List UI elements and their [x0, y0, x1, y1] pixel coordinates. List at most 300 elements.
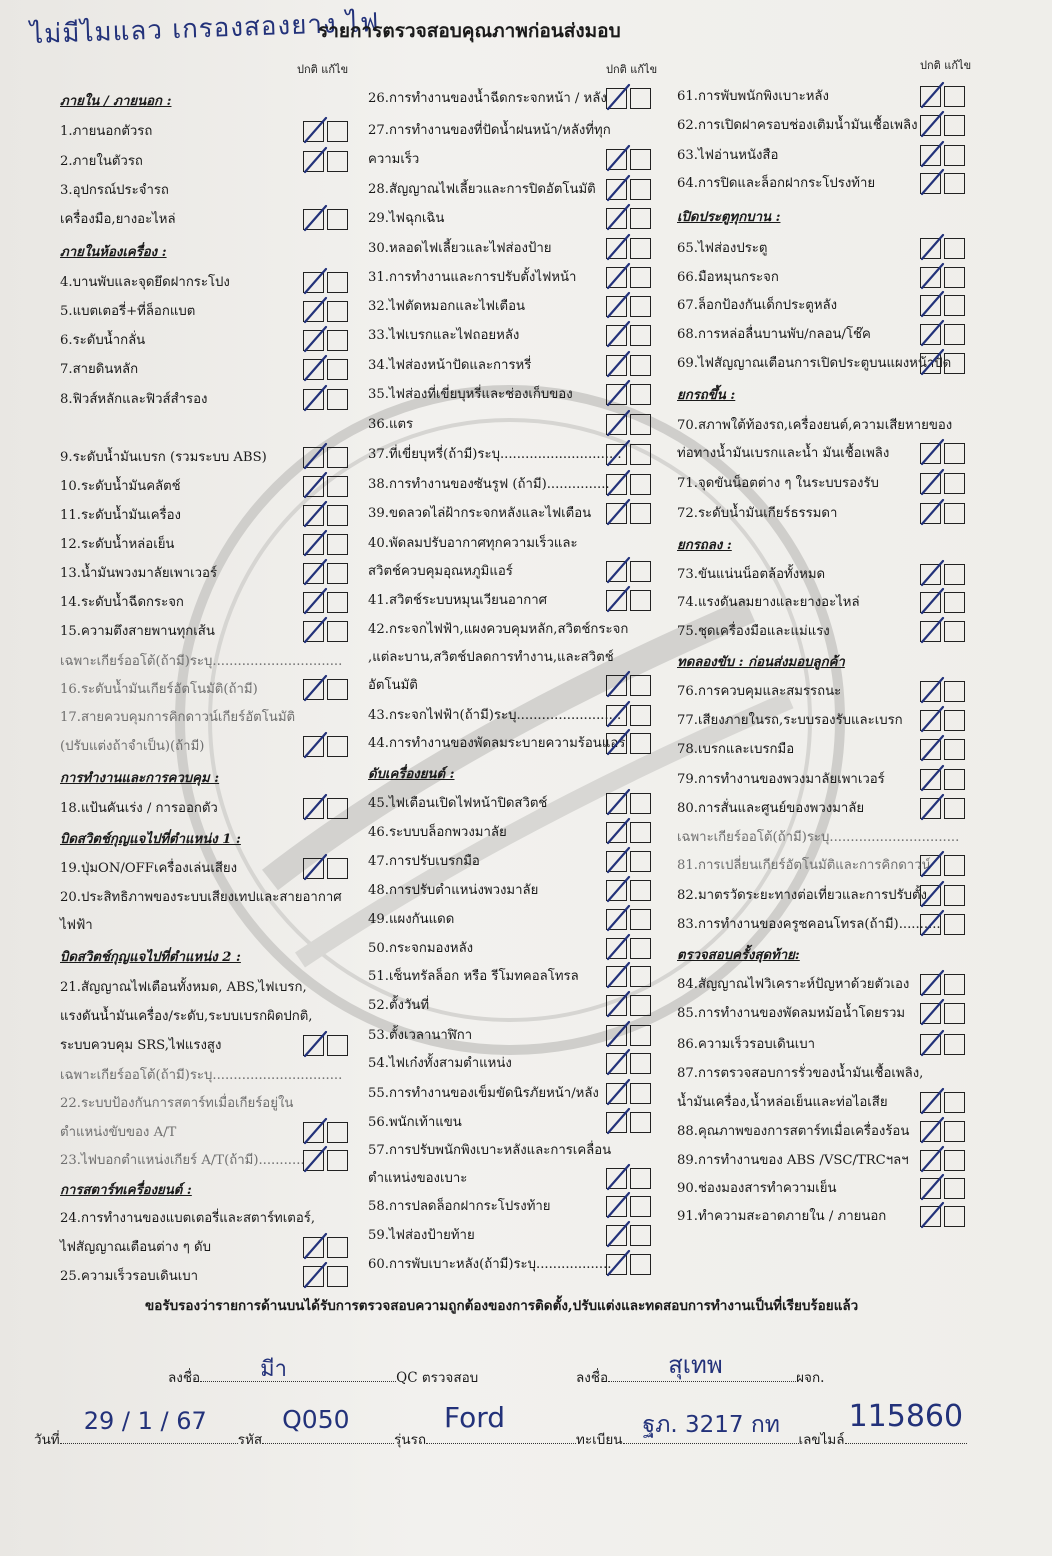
- pen-checkmark-icon: [604, 203, 632, 233]
- pen-checkmark-icon: [604, 1191, 632, 1221]
- normal-checkbox[interactable]: [606, 822, 627, 843]
- fix-checkbox[interactable]: [327, 534, 348, 555]
- fix-checkbox[interactable]: [944, 621, 965, 642]
- pen-checkmark-icon: [301, 296, 329, 326]
- normal-checkbox[interactable]: [303, 858, 324, 879]
- pen-checkmark-icon: [918, 1173, 946, 1203]
- fix-checkbox[interactable]: [944, 1092, 965, 1113]
- checklist-item-label: 18.แป้นคันเร่ง / การออกตัว: [60, 801, 218, 816]
- checklist-item-label: 64.การปิดและล็อกฝากระโปรงท้าย: [677, 176, 876, 191]
- normal-checkbox[interactable]: [920, 1092, 941, 1113]
- fix-checkbox[interactable]: [944, 115, 965, 136]
- pen-checkmark-icon: [604, 83, 632, 113]
- normal-checkbox[interactable]: [920, 855, 941, 876]
- checklist-item-label: 20.ประสิทธิภาพของระบบเสียงเทปและสายอากาศ: [60, 890, 342, 905]
- normal-checkbox[interactable]: [606, 880, 627, 901]
- checklist-item-label: 58.การปลดล็อกฝากระโปรงท้าย: [368, 1199, 551, 1214]
- fix-checkbox[interactable]: [630, 995, 651, 1016]
- checklist-item-label: 34.ไฟส่องหน้าปัดและการหรี่: [368, 358, 532, 373]
- normal-checkbox[interactable]: [920, 769, 941, 790]
- fix-checkbox[interactable]: [327, 1035, 348, 1056]
- checklist-item-label: 45.ไฟเตือนเปิดไฟหน้าปิดสวิตช์: [368, 796, 548, 811]
- normal-checkbox[interactable]: [920, 295, 941, 316]
- fix-checkbox[interactable]: [630, 444, 651, 465]
- fix-header: แก้ไข: [630, 63, 658, 76]
- pen-checkmark-icon: [918, 1029, 946, 1059]
- normal-checkbox[interactable]: [920, 353, 941, 374]
- checklist-item-label: 1.ภายนอกตัวรถ: [60, 124, 153, 139]
- fix-checkbox[interactable]: [630, 938, 651, 959]
- normal-checkbox[interactable]: [606, 325, 627, 346]
- pen-checkmark-icon: [918, 850, 946, 880]
- pen-checkmark-icon: [918, 793, 946, 823]
- checklist-item-label: 36.แตร: [368, 417, 414, 432]
- pen-checkmark-icon: [301, 731, 329, 761]
- fix-checkbox[interactable]: [630, 414, 651, 435]
- normal-checkbox[interactable]: [920, 86, 941, 107]
- pen-checkmark-icon: [604, 144, 632, 174]
- handwritten-header-note: ไม่มีไมแลว เกรองสองยาง ไฟ: [29, 7, 380, 51]
- normal-checkbox[interactable]: [303, 447, 324, 468]
- fix-checkbox[interactable]: [327, 151, 348, 172]
- fix-checkbox[interactable]: [630, 822, 651, 843]
- pen-checkmark-icon: [604, 585, 632, 615]
- vehicle-details-row: [34, 1399, 967, 1450]
- pen-checkmark-icon: [918, 587, 946, 617]
- normal-checkbox[interactable]: [920, 173, 941, 194]
- model-label: รุ่นรถ: [394, 1432, 427, 1448]
- normal-checkbox[interactable]: [606, 1025, 627, 1046]
- pen-checkmark-icon: [301, 471, 329, 501]
- fix-checkbox[interactable]: [327, 121, 348, 142]
- pen-checkmark-icon: [604, 1048, 632, 1078]
- fix-checkbox[interactable]: [944, 86, 965, 107]
- fix-checkbox[interactable]: [630, 325, 651, 346]
- normal-checkbox[interactable]: [303, 505, 324, 526]
- checklist-item-label: 16.ระดับน้ำมันเกียร์อัตโนมัติ(ถ้ามี): [60, 682, 258, 697]
- checklist-item-label: 55.การทำงานของเข็มขัดนิรภัยหน้า/หลัง: [368, 1086, 599, 1101]
- checklist-item-label: ความเร็ว: [368, 152, 420, 167]
- checklist-item-label: 51.เซ็นทรัลล็อก หรือ รีโมทคอลโทรล: [368, 969, 579, 984]
- normal-checkbox[interactable]: [920, 267, 941, 288]
- fix-checkbox[interactable]: [944, 564, 965, 585]
- fix-checkbox[interactable]: [944, 974, 965, 995]
- checklist-item-label: อัตโนมัติ: [368, 678, 418, 693]
- checklist-item-label: 75.ชุดเครื่องมือและแม่แรง: [677, 624, 830, 639]
- checklist-item-label: เครื่องมือ,ยางอะไหล่: [60, 212, 176, 227]
- fix-checkbox[interactable]: [327, 301, 348, 322]
- fix-checkbox[interactable]: [944, 145, 965, 166]
- normal-checkbox[interactable]: [606, 561, 627, 582]
- checklist-item-label: 32.ไฟตัดหมอกและไฟเตือน: [368, 299, 526, 314]
- normal-checkbox[interactable]: [606, 909, 627, 930]
- pen-checkmark-icon: [604, 350, 632, 380]
- fix-checkbox[interactable]: [944, 353, 965, 374]
- normal-checkbox[interactable]: [920, 798, 941, 819]
- checklist-item-label: 91.ทำความสะอาดภายใน / ภายนอก: [677, 1209, 887, 1224]
- fix-checkbox[interactable]: [944, 324, 965, 345]
- pen-checkmark-icon: [604, 1249, 632, 1279]
- fix-checkbox[interactable]: [327, 621, 348, 642]
- normal-checkbox[interactable]: [920, 1034, 941, 1055]
- normal-checkbox[interactable]: [920, 1150, 941, 1171]
- fix-checkbox[interactable]: [630, 208, 651, 229]
- checklist-item-label: 30.หลอดไฟเลี้ยวและไฟส่องป้าย: [368, 241, 552, 256]
- checklist-item-label: 19.ปุ่มON/OFFเครื่องเล่นเสียง: [60, 861, 238, 876]
- fix-checkbox[interactable]: [327, 1150, 348, 1171]
- section-heading: ภายใน / ภายนอก :: [60, 94, 172, 109]
- fix-checkbox[interactable]: [630, 590, 651, 611]
- pen-checkmark-icon: [604, 1020, 632, 1050]
- fix-checkbox[interactable]: [630, 296, 651, 317]
- normal-checkbox[interactable]: [303, 1035, 324, 1056]
- normal-checkbox[interactable]: [606, 995, 627, 1016]
- pen-checkmark-icon: [301, 204, 329, 234]
- fix-checkbox[interactable]: [630, 88, 651, 109]
- fix-checkbox[interactable]: [630, 966, 651, 987]
- fix-checkbox[interactable]: [327, 272, 348, 293]
- pen-checkmark-icon: [918, 168, 946, 198]
- checklist-item-label: 21.สัญญาณไฟเตือนทั้งหมด, ABS,ไฟเบรก,: [60, 980, 307, 995]
- pen-checkmark-icon: [301, 853, 329, 883]
- pen-checkmark-icon: [301, 442, 329, 472]
- normal-checkbox[interactable]: [606, 1225, 627, 1246]
- section-heading: ยกรถลง :: [677, 538, 732, 553]
- pen-checkmark-icon: [301, 674, 329, 704]
- normal-checkbox[interactable]: [920, 238, 941, 259]
- normal-checkbox[interactable]: [606, 503, 627, 524]
- fix-checkbox[interactable]: [944, 267, 965, 288]
- fix-checkbox[interactable]: [944, 681, 965, 702]
- checklist-item-label: แรงดันน้ำมันเครื่อง/ระดับ,ระบบเบรกผิดปกติ,: [60, 1009, 313, 1024]
- fix-checkbox[interactable]: [327, 1266, 348, 1287]
- fix-checkbox[interactable]: [327, 359, 348, 380]
- pen-checkmark-icon: [918, 880, 946, 910]
- section-heading: การทำงานและการควบคุม :: [60, 771, 220, 786]
- pen-checkmark-icon: [604, 904, 632, 934]
- section-heading: ทดลองขับ : ก่อนส่งมอบลูกค้า: [677, 655, 845, 670]
- checklist-item-label: ตำแหน่งของเบาะ: [368, 1171, 468, 1186]
- pen-checkmark-icon: [604, 320, 632, 350]
- fix-checkbox[interactable]: [630, 1083, 651, 1104]
- normal-checkbox[interactable]: [303, 330, 324, 351]
- normal-checkbox[interactable]: [303, 272, 324, 293]
- fix-checkbox[interactable]: [944, 238, 965, 259]
- code-label: รหัส: [237, 1432, 263, 1448]
- section-heading: ดับเครื่องยนต์ :: [368, 767, 455, 782]
- checklist-item-label: 39.ขดลวดไล่ฝ้ากระจกหลังและไฟเตือน: [368, 506, 592, 521]
- normal-checkbox[interactable]: [920, 885, 941, 906]
- normal-checkbox[interactable]: [303, 1122, 324, 1143]
- normal-checkbox[interactable]: [920, 503, 941, 524]
- normal-checkbox[interactable]: [303, 151, 324, 172]
- fix-checkbox[interactable]: [630, 561, 651, 582]
- checklist-item-label: 33.ไฟเบรกและไฟถอยหลัง: [368, 328, 520, 343]
- checklist-item-label: 61.การพับพนักพิงเบาะหลัง: [677, 89, 829, 104]
- normal-checkbox[interactable]: [920, 710, 941, 731]
- fix-checkbox[interactable]: [327, 858, 348, 879]
- pen-checkmark-icon: [918, 998, 946, 1028]
- normal-checkbox[interactable]: [606, 1196, 627, 1217]
- checklist-item-label: 69.ไฟสัญญาณเตือนการเปิดประตูบนแผงหน้าปัด: [677, 356, 952, 371]
- mileage-label: เลขไมล์: [798, 1432, 845, 1448]
- checklist-item-label: 71.จุดขันน็อตต่าง ๆ ในระบบรองรับ: [677, 476, 879, 491]
- normal-checkbox[interactable]: [920, 473, 941, 494]
- normal-checkbox[interactable]: [920, 115, 941, 136]
- fix-checkbox[interactable]: [630, 503, 651, 524]
- fix-checkbox[interactable]: [630, 705, 651, 726]
- checklist-item-label: 63.ไฟอ่านหนังสือ: [677, 148, 779, 163]
- checklist-item-label: 14.ระดับน้ำฉีดกระจก: [60, 595, 184, 610]
- normal-checkbox[interactable]: [303, 121, 324, 142]
- pen-checkmark-icon: [918, 140, 946, 170]
- checklist-item-label: 52.ตั้งวันที่: [368, 998, 430, 1013]
- fix-checkbox[interactable]: [630, 1112, 651, 1133]
- normal-checkbox[interactable]: [920, 1003, 941, 1024]
- fix-checkbox[interactable]: [630, 1196, 651, 1217]
- fix-checkbox[interactable]: [327, 389, 348, 410]
- normal-checkbox[interactable]: [920, 1206, 941, 1227]
- section-heading: เปิดประตูทุกบาน :: [677, 210, 781, 225]
- fix-checkbox[interactable]: [630, 793, 651, 814]
- normal-checkbox[interactable]: [606, 355, 627, 376]
- fix-checkbox[interactable]: [630, 1053, 651, 1074]
- normal-checkbox[interactable]: [303, 736, 324, 757]
- normal-checkbox[interactable]: [920, 145, 941, 166]
- checklist-item-label: 79.การทำงานของพวงมาลัยเพาเวอร์: [677, 772, 885, 787]
- fix-checkbox[interactable]: [327, 505, 348, 526]
- checklist-item-label: 17.สายควบคุมการคิกดาวน์เกียร์อัตโนมัติ: [60, 710, 296, 725]
- normal-checkbox[interactable]: [303, 476, 324, 497]
- fix-checkbox[interactable]: [944, 885, 965, 906]
- fix-checkbox[interactable]: [944, 855, 965, 876]
- normal-checkbox[interactable]: [920, 974, 941, 995]
- fix-checkbox[interactable]: [630, 1225, 651, 1246]
- checklist-item-label: 47.การปรับเบรกมือ: [368, 854, 480, 869]
- checklist-item-label: 43.กระจกไฟฟ้า(ถ้ามี)ระบุ.........................: [368, 708, 622, 723]
- fix-checkbox[interactable]: [630, 909, 651, 930]
- normal-checkbox[interactable]: [303, 209, 324, 230]
- normal-checkbox[interactable]: [606, 238, 627, 259]
- normal-checkbox[interactable]: [606, 179, 627, 200]
- normal-checkbox[interactable]: [303, 592, 324, 613]
- checklist-item-label: 4.บานพับและจุดยึดฝากระโปง: [60, 275, 230, 290]
- fix-checkbox[interactable]: [630, 238, 651, 259]
- normal-checkbox[interactable]: [303, 534, 324, 555]
- fix-checkbox[interactable]: [630, 179, 651, 200]
- pen-checkmark-icon: [301, 1145, 329, 1175]
- fix-checkbox[interactable]: [327, 209, 348, 230]
- normal-checkbox[interactable]: [920, 914, 941, 935]
- normal-checkbox[interactable]: [920, 1178, 941, 1199]
- qc-label: QC ตรวจสอบ: [396, 1370, 479, 1386]
- normal-checkbox[interactable]: [303, 621, 324, 642]
- normal-checkbox[interactable]: [606, 1254, 627, 1275]
- normal-checkbox[interactable]: [920, 564, 941, 585]
- normal-checkbox[interactable]: [303, 1150, 324, 1171]
- normal-checkbox[interactable]: [606, 733, 627, 754]
- fix-checkbox[interactable]: [327, 476, 348, 497]
- fix-checkbox[interactable]: [327, 330, 348, 351]
- fix-checkbox[interactable]: [630, 267, 651, 288]
- pen-checkmark-icon: [604, 961, 632, 991]
- normal-checkbox[interactable]: [606, 444, 627, 465]
- normal-checkbox[interactable]: [606, 208, 627, 229]
- fix-checkbox[interactable]: [944, 173, 965, 194]
- fix-checkbox[interactable]: [630, 880, 651, 901]
- fix-checkbox[interactable]: [327, 1122, 348, 1143]
- column-header-2: [606, 60, 657, 78]
- checklist-item-label: 66.มือหมุนกระจก: [677, 270, 779, 285]
- normal-checkbox[interactable]: [303, 1237, 324, 1258]
- checklist-item-label: 78.เบรกและเบรกมือ: [677, 742, 795, 757]
- normal-checkbox[interactable]: [303, 359, 324, 380]
- normal-checkbox[interactable]: [303, 301, 324, 322]
- manager-signature: สุเทพ: [668, 1351, 723, 1379]
- fix-checkbox[interactable]: [327, 592, 348, 613]
- normal-checkbox[interactable]: [606, 267, 627, 288]
- fix-checkbox[interactable]: [630, 1025, 651, 1046]
- normal-checkbox[interactable]: [303, 1266, 324, 1287]
- fix-checkbox[interactable]: [944, 1034, 965, 1055]
- date-label: วันที่: [34, 1432, 60, 1448]
- checklist-item-label: เฉพาะเกียร์ออโต้(ถ้ามี)ระบุ...............................: [60, 654, 343, 669]
- normal-checkbox[interactable]: [606, 414, 627, 435]
- fix-checkbox[interactable]: [944, 443, 965, 464]
- fix-checkbox[interactable]: [630, 474, 651, 495]
- normal-checkbox[interactable]: [920, 324, 941, 345]
- pen-checkmark-icon: [604, 846, 632, 876]
- fix-checkbox[interactable]: [327, 447, 348, 468]
- fix-checkbox[interactable]: [327, 736, 348, 757]
- checklist-item-label: 60.การพับเบาะหลัง(ถ้ามี)ระบุ..................: [368, 1257, 612, 1272]
- checklist-item-label: 41.สวิตช์ระบบหมุนเวียนอากาศ: [368, 593, 547, 608]
- normal-checkbox[interactable]: [606, 793, 627, 814]
- normal-checkbox[interactable]: [606, 296, 627, 317]
- normal-checkbox[interactable]: [606, 384, 627, 405]
- fix-checkbox[interactable]: [944, 473, 965, 494]
- normal-checkbox[interactable]: [606, 851, 627, 872]
- checklist-item-label: 38.การทำงานของซันรูฟ (ถ้ามี)...............: [368, 477, 610, 492]
- normal-checkbox[interactable]: [606, 88, 627, 109]
- checklist-item-label: 29.ไฟฉุกเฉิน: [368, 211, 445, 226]
- fix-checkbox[interactable]: [944, 710, 965, 731]
- fix-checkbox[interactable]: [327, 798, 348, 819]
- normal-checkbox[interactable]: [606, 1112, 627, 1133]
- fix-checkbox[interactable]: [944, 1206, 965, 1227]
- fix-checkbox[interactable]: [944, 1003, 965, 1024]
- pen-checkmark-icon: [918, 559, 946, 589]
- fix-checkbox[interactable]: [944, 503, 965, 524]
- normal-checkbox[interactable]: [606, 590, 627, 611]
- checklist-item-label: 50.กระจกมองหลัง: [368, 941, 474, 956]
- fix-checkbox[interactable]: [944, 739, 965, 760]
- normal-checkbox[interactable]: [303, 563, 324, 584]
- fix-checkbox[interactable]: [944, 914, 965, 935]
- checklist-item-label: 74.แรงดันลมยางและยางอะไหล่: [677, 595, 860, 610]
- fix-checkbox[interactable]: [327, 1237, 348, 1258]
- fix-checkbox[interactable]: [327, 563, 348, 584]
- checklist-item-label: 11.ระดับน้ำมันเครื่อง: [60, 508, 181, 523]
- normal-checkbox[interactable]: [606, 675, 627, 696]
- checklist-item-label: 87.การตรวจสอบการรั่วของน้ำมันเชื้อเพลิง,: [677, 1066, 924, 1081]
- fix-checkbox[interactable]: [630, 1168, 651, 1189]
- normal-checkbox[interactable]: [606, 1168, 627, 1189]
- normal-checkbox[interactable]: [920, 739, 941, 760]
- normal-checkbox[interactable]: [606, 938, 627, 959]
- checklist-item-label: 26.การทำงานของน้ำฉีดกระจกหน้า / หลัง: [368, 91, 607, 106]
- fix-checkbox[interactable]: [630, 355, 651, 376]
- normal-checkbox[interactable]: [920, 592, 941, 613]
- pen-checkmark-icon: [604, 875, 632, 905]
- fix-checkbox[interactable]: [630, 1254, 651, 1275]
- pen-checkmark-icon: [604, 817, 632, 847]
- fix-checkbox[interactable]: [630, 851, 651, 872]
- fix-checkbox[interactable]: [944, 295, 965, 316]
- checklist-item-label: 48.การปรับตำแหน่งพวงมาลัย: [368, 883, 539, 898]
- normal-checkbox[interactable]: [303, 798, 324, 819]
- normal-checkbox[interactable]: [606, 705, 627, 726]
- normal-checkbox[interactable]: [920, 443, 941, 464]
- checklist-item-label: 56.พนักเท้าแขน: [368, 1115, 462, 1130]
- pen-checkmark-icon: [604, 233, 632, 263]
- fix-checkbox[interactable]: [630, 149, 651, 170]
- fix-checkbox[interactable]: [944, 769, 965, 790]
- pen-checkmark-icon: [604, 498, 632, 528]
- normal-checkbox[interactable]: [920, 1121, 941, 1142]
- fix-checkbox[interactable]: [944, 592, 965, 613]
- normal-checkbox[interactable]: [920, 681, 941, 702]
- normal-checkbox[interactable]: [303, 679, 324, 700]
- fix-checkbox[interactable]: [944, 1150, 965, 1171]
- checklist-item-label: 40.พัดลมปรับอากาศทุกความเร็วและ: [368, 536, 578, 551]
- fix-checkbox[interactable]: [327, 679, 348, 700]
- checklist-item-label: 67.ล็อกป้องกันเด็กประตูหลัง: [677, 298, 838, 313]
- pen-checkmark-icon: [918, 734, 946, 764]
- checklist-item-label: 59.ไฟส่องป้ายท้าย: [368, 1228, 475, 1243]
- checklist-item-label: 85.การทำงานของพัดลมหม้อน้ำโดยรวม: [677, 1006, 906, 1021]
- pen-checkmark-icon: [604, 379, 632, 409]
- pen-checkmark-icon: [604, 291, 632, 321]
- normal-checkbox[interactable]: [606, 966, 627, 987]
- pen-checkmark-icon: [301, 325, 329, 355]
- pen-checkmark-icon: [918, 110, 946, 140]
- normal-checkbox[interactable]: [920, 621, 941, 642]
- checklist-item-label: 6.ระดับน้ำกลั่น: [60, 333, 146, 348]
- fix-checkbox[interactable]: [944, 798, 965, 819]
- fix-checkbox[interactable]: [944, 1121, 965, 1142]
- fix-checkbox[interactable]: [630, 675, 651, 696]
- checklist-item-label: ท่อทางน้ำมันเบรกและน้ำ มันเชื้อเพลิง: [677, 446, 890, 461]
- pen-checkmark-icon: [918, 909, 946, 939]
- pen-checkmark-icon: [301, 500, 329, 530]
- fix-checkbox[interactable]: [630, 384, 651, 405]
- pen-checkmark-icon: [918, 1145, 946, 1175]
- normal-checkbox[interactable]: [303, 389, 324, 410]
- checklist-item-label: 80.การสั่นและศูนย์ของพวงมาลัย: [677, 801, 865, 816]
- normal-checkbox[interactable]: [606, 1083, 627, 1104]
- pen-checkmark-icon: [918, 676, 946, 706]
- checklist-item-label: 76.การควบคุมและสมรรถนะ: [677, 684, 842, 699]
- checklist-item-label: 83.การทำงานของครูซคอนโทรล(ถ้ามี)..........: [677, 917, 941, 932]
- fix-checkbox[interactable]: [630, 733, 651, 754]
- checklist-item-label: ตำแหน่งขับของ A/T: [60, 1125, 177, 1140]
- normal-checkbox[interactable]: [606, 149, 627, 170]
- fix-checkbox[interactable]: [944, 1178, 965, 1199]
- checklist-item-label: 31.การทำงานและการปรับตั้งไฟหน้า: [368, 270, 577, 285]
- normal-checkbox[interactable]: [606, 474, 627, 495]
- normal-checkbox[interactable]: [606, 1053, 627, 1074]
